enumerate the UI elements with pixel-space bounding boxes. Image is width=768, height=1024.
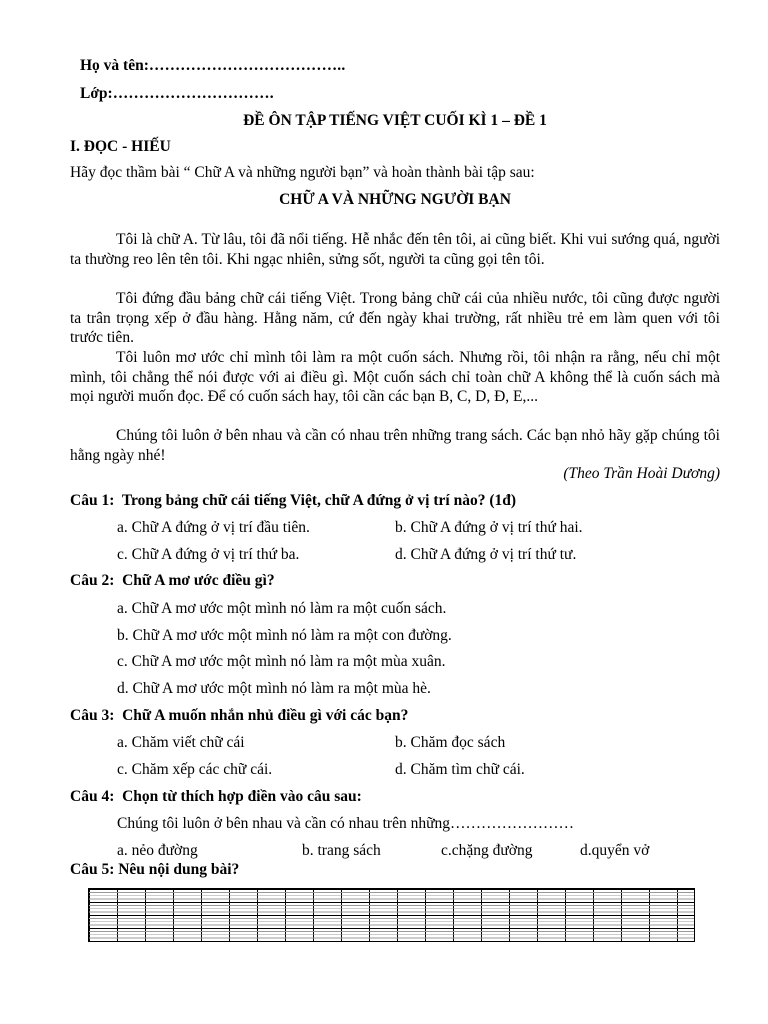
- section-heading: I. ĐỌC - HIẾU: [70, 138, 171, 155]
- answer-option[interactable]: a. nẻo đường: [117, 842, 198, 859]
- paragraph-text: Tôi đứng đầu bảng chữ cái tiếng Việt. Trong bảng chữ cái của nhiều nước, tôi cũng được người ta trân trọng xếp ở đầu hàng. Hằng năm, cứ đến ngày khai trường, rất nhiều trẻ em làm quen với tôi trước tiên.: [70, 290, 720, 346]
- story-source: (Theo Trần Hoài Dương): [563, 465, 720, 482]
- answer-option[interactable]: a. Chữ A mơ ước một mình nó làm ra một cuốn sách.: [117, 600, 447, 617]
- answer-option[interactable]: b. Chữ A mơ ước một mình nó làm ra một con đường.: [117, 627, 452, 644]
- answer-option[interactable]: d.quyển vở: [580, 842, 650, 859]
- question-text: Nêu nội dung bài?: [118, 861, 240, 878]
- answer-option[interactable]: d. Chữ A mơ ước một mình nó làm ra một mùa hè.: [117, 680, 431, 697]
- answer-option[interactable]: a. Chữ A đứng ở vị trí đầu tiên.: [117, 519, 310, 536]
- story-paragraph: [70, 289, 720, 348]
- story-paragraph: [70, 348, 720, 407]
- student-class-line[interactable]: [80, 85, 274, 103]
- answer-option[interactable]: c. Chữ A mơ ước một mình nó làm ra một mùa xuân.: [117, 653, 446, 670]
- question-number: Câu 5:: [70, 861, 115, 878]
- answer-option[interactable]: c. Chữ A đứng ở vị trí thứ ba.: [117, 546, 300, 563]
- question-2: [70, 572, 275, 590]
- class-dots: ………………………….: [112, 85, 274, 102]
- handwriting-answer-grid[interactable]: [88, 888, 695, 942]
- question-1: [70, 492, 516, 510]
- name-label: Họ và tên:: [80, 57, 149, 74]
- question-text: Chọn từ thích hợp điền vào câu sau:: [122, 788, 362, 805]
- reading-instruction: Hãy đọc thầm bài “ Chữ A và những người bạn” và hoàn thành bài tập sau:: [70, 164, 535, 181]
- question-number: Câu 2:: [70, 572, 115, 589]
- question-3: [70, 707, 408, 725]
- question-text: Chữ A muốn nhắn nhủ điều gì với các bạn?: [122, 707, 409, 724]
- paragraph-text: Tôi là chữ A. Từ lâu, tôi đã nổi tiếng. Hễ nhắc đến tên tôi, ai cũng biết. Khi vui sướng quá, người ta thường reo lên tên tôi. Khi ngạc nhiên, sửng sốt, người ta cũng gọi tên tôi.: [70, 231, 720, 268]
- paragraph-text: Tôi luôn mơ ước chỉ mình tôi làm ra một cuốn sách. Nhưng rồi, tôi nhận ra rằng, nếu chỉ một mình, tôi chẳng thể nói được với ai điều gì. Một cuốn sách chỉ toàn chữ A không thể là cuốn sách mà mọi người muốn đọc. Để có cuốn sách hay, tôi cần các bạn B, C, D, Đ, E,...: [70, 349, 720, 405]
- question-number: Câu 1:: [70, 492, 115, 509]
- paragraph-text: Chúng tôi luôn ở bên nhau và cần có nhau trên những trang sách. Các bạn nhỏ hãy gặp chúng tôi hằng ngày nhé!: [70, 427, 720, 464]
- class-label: Lớp:: [80, 85, 113, 102]
- exam-title: ĐỀ ÔN TẬP TIẾNG VIỆT CUỐI KÌ 1 – ĐỀ 1: [243, 112, 547, 129]
- student-name-line[interactable]: [80, 57, 345, 75]
- question-text: Trong bảng chữ cái tiếng Việt, chữ A đứng ở vị trí nào? (1đ): [121, 492, 517, 509]
- answer-option[interactable]: c. Chăm xếp các chữ cái.: [117, 761, 273, 778]
- name-dots: ………………………………..: [148, 57, 346, 74]
- answer-option[interactable]: d. Chăm tìm chữ cái.: [395, 761, 525, 778]
- question-text: Chữ A mơ ước điều gì?: [122, 572, 275, 589]
- story-paragraph: [70, 426, 720, 465]
- answer-option[interactable]: a. Chăm viết chữ cái: [117, 734, 245, 751]
- question-number: Câu 4:: [70, 788, 115, 805]
- story-title: CHỮ A VÀ NHỮNG NGƯỜI BẠN: [279, 191, 511, 208]
- question-5: [70, 861, 239, 879]
- answer-option[interactable]: b. trang sách: [302, 842, 381, 859]
- answer-option[interactable]: b. Chữ A đứng ở vị trí thứ hai.: [395, 519, 583, 536]
- story-paragraph: [70, 230, 720, 269]
- question-number: Câu 3:: [70, 707, 115, 724]
- answer-option[interactable]: d. Chữ A đứng ở vị trí thứ tư.: [395, 546, 577, 563]
- fill-in-sentence[interactable]: Chúng tôi luôn ở bên nhau và cần có nhau trên những……………………: [117, 815, 574, 832]
- question-4: [70, 788, 362, 806]
- answer-option[interactable]: c.chặng đường: [441, 842, 533, 859]
- answer-option[interactable]: b. Chăm đọc sách: [395, 734, 506, 751]
